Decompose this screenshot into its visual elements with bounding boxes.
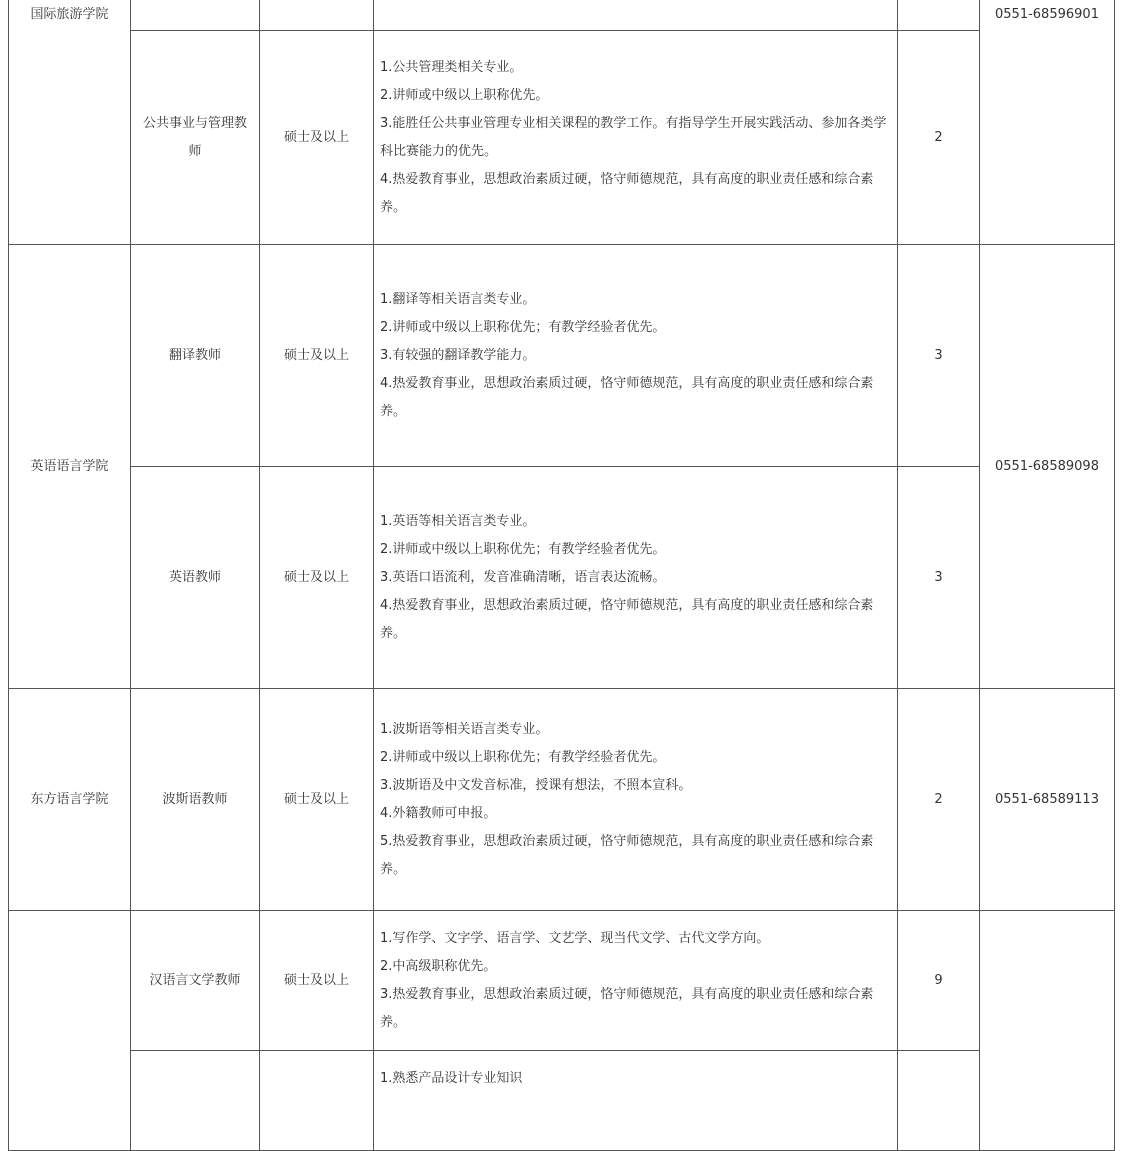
degree-cell (260, 0, 374, 31)
position-title: 汉语言文学教师 (149, 972, 241, 988)
table-row (9, 31, 1115, 245)
headcount: 3 (934, 569, 943, 585)
position-cell (131, 245, 260, 467)
count-cell (898, 1051, 980, 1151)
count-cell (898, 689, 980, 911)
requirement-item: 3.英语口语流利，发音准确清晰，语言表达流畅。 (380, 569, 666, 585)
position-title: 英语教师 (168, 569, 221, 585)
requirement-item: 2.讲师或中级以上职称优先；有教学经验者优先。 (380, 749, 666, 765)
requirement-item: 4.热爱教育事业，思想政治素质过硬，恪守师德规范，具有高度的职业责任感和综合素养。 (380, 171, 874, 215)
position-title: 公共事业与管理教师 (142, 115, 247, 159)
requirements-cell (374, 689, 898, 911)
count-cell (898, 911, 980, 1051)
requirements-cell (374, 31, 898, 245)
degree-cell (260, 31, 374, 245)
position-title: 波斯语教师 (162, 791, 228, 807)
requirement-item: 2.讲师或中级以上职称优先；有教学经验者优先。 (380, 541, 666, 557)
requirement-item: 1.英语等相关语言类专业。 (380, 513, 536, 529)
count-cell (898, 31, 980, 245)
requirement-item: 5.热爱教育事业，思想政治素质过硬，恪守师德规范，具有高度的职业责任感和综合素养。 (380, 833, 874, 877)
degree-cell (260, 467, 374, 689)
college-name: 东方语言学院 (30, 791, 109, 807)
headcount: 3 (934, 347, 943, 363)
position-cell (131, 1051, 260, 1151)
phone-number: 0551-68589113 (995, 791, 1099, 807)
recruitment-table (8, 0, 1115, 1151)
headcount: 9 (934, 972, 943, 988)
position-cell (131, 689, 260, 911)
count-cell (898, 467, 980, 689)
headcount: 2 (934, 791, 943, 807)
requirement-item: 4.热爱教育事业，思想政治素质过硬，恪守师德规范，具有高度的职业责任感和综合素养。 (380, 375, 874, 419)
degree-requirement: 硕士及以上 (283, 972, 349, 988)
requirement-item: 2.讲师或中级以上职称优先。 (380, 87, 549, 103)
requirements-cell (374, 0, 898, 31)
requirement-item: 1.波斯语等相关语言类专业。 (380, 721, 549, 737)
table-row (9, 467, 1115, 689)
count-cell (898, 0, 980, 31)
requirement-item: 4.外籍教师可申报。 (380, 805, 497, 821)
phone-number: 0551-68596901 (995, 7, 1099, 22)
table-row (9, 1051, 1115, 1151)
degree-cell (260, 1051, 374, 1151)
position-cell (131, 911, 260, 1051)
requirement-item: 1.翻译等相关语言类专业。 (380, 291, 536, 307)
degree-cell (260, 911, 374, 1051)
requirement-item: 2.中高级职称优先。 (380, 958, 497, 974)
phone-cell (980, 911, 1115, 1151)
count-cell (898, 245, 980, 467)
requirement-item: 3.热爱教育事业，思想政治素质过硬，恪守师德规范，具有高度的职业责任感和综合素养。 (380, 986, 874, 1030)
phone-cell (980, 689, 1115, 911)
requirements-cell (374, 911, 898, 1051)
degree-requirement: 硕士及以上 (283, 347, 349, 363)
phone-cell (980, 0, 1115, 245)
college-name: 英语语言学院 (30, 458, 109, 474)
table-row (9, 0, 1115, 31)
table-row (9, 911, 1115, 1051)
college-cell (9, 245, 131, 689)
requirement-item: 3.有较强的翻译教学能力。 (380, 347, 536, 363)
table-row (9, 245, 1115, 467)
requirement-item: 4.热爱教育事业，思想政治素质过硬，恪守师德规范，具有高度的职业责任感和综合素养。 (380, 597, 874, 641)
requirement-item: 3.波斯语及中文发音标准，授课有想法，不照本宣科。 (380, 777, 692, 793)
position-cell (131, 467, 260, 689)
college-cell (9, 0, 131, 245)
position-cell (131, 0, 260, 31)
degree-requirement: 硕士及以上 (283, 569, 349, 585)
headcount: 2 (934, 129, 943, 145)
college-cell (9, 911, 131, 1151)
phone-cell (980, 245, 1115, 689)
requirement-item: 2.讲师或中级以上职称优先；有教学经验者优先。 (380, 319, 666, 335)
requirements-cell (374, 1051, 898, 1151)
position-title: 翻译教师 (168, 347, 221, 363)
degree-cell (260, 689, 374, 911)
degree-cell (260, 245, 374, 467)
table-row (9, 689, 1115, 911)
position-cell (131, 31, 260, 245)
requirement-item: 1.熟悉产品设计专业知识 (380, 1071, 523, 1086)
requirement-item: 3.能胜任公共事业管理专业相关课程的教学工作。有指导学生开展实践活动、参加各类学科比赛能力的优先。 (380, 115, 887, 159)
requirements-cell (374, 245, 898, 467)
college-name: 国际旅游学院 (30, 7, 109, 22)
requirement-item: 1.公共管理类相关专业。 (380, 59, 523, 75)
degree-requirement: 硕士及以上 (283, 791, 349, 807)
phone-number: 0551-68589098 (995, 458, 1099, 474)
requirements-cell (374, 467, 898, 689)
college-cell (9, 689, 131, 911)
requirement-item: 1.写作学、文字学、语言学、文艺学、现当代文学、古代文学方向。 (380, 930, 770, 946)
degree-requirement: 硕士及以上 (283, 129, 349, 145)
